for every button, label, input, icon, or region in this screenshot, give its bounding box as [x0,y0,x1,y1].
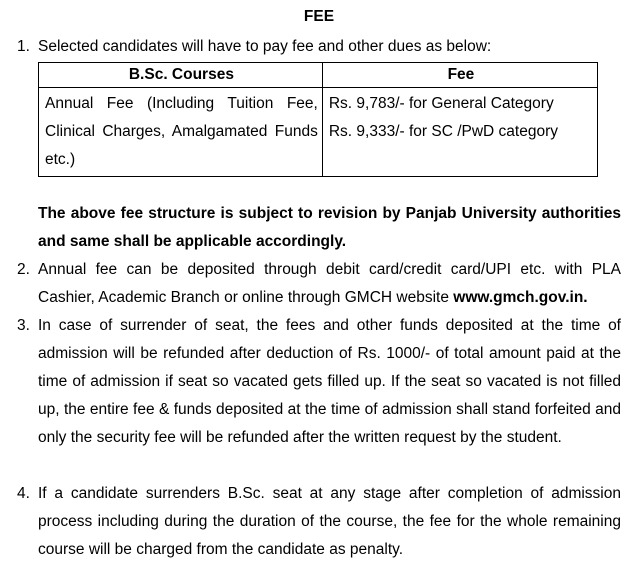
course-description-cell: Annual Fee (Including Tuition Fee, Clinical Charges, Amalgamated Funds etc.) [39,88,323,177]
item-number: 2. [17,261,30,278]
table-header-row [39,63,598,88]
table-header-course: B.Sc. Courses [39,63,323,88]
item-text: Selected candidates will have to pay fee and other dues as below: [38,38,492,55]
fee-sc-pwd: Rs. 9,333/- for SC /PwD category [328,123,558,140]
fee-cell [322,88,597,177]
fee-general: Rs. 9,783/- for General Category [328,95,554,112]
website-link[interactable]: www.gmch.gov.in. [453,289,588,306]
item-number: 3. [17,317,30,334]
table-header-fee: Fee [322,63,597,88]
fee-table [38,62,598,177]
item-number: 4. [17,485,30,502]
item-text-body: Annual fee can be deposited through debit card/credit card/UPI etc. with PLA Cashier, Academic Branch or online through GMCH website [38,261,621,306]
item-text [38,256,621,312]
fee-revision-note: The above fee structure is subject to revision by Panjab University authorities and same shall be applicable accordingly. [38,205,621,250]
table-row [39,88,598,177]
item-number: 1. [17,38,30,55]
page-title: FEE [303,8,335,25]
item-text: If a candidate surrenders B.Sc. seat at any stage after completion of admission process including during the duration of the course, the fee for the whole remaining course will be charged from the candidate as penalty. [38,485,621,558]
item-text: In case of surrender of seat, the fees and other funds deposited at the time of admission will be refunded after deduction of Rs. 1000/- of total amount paid at the time of admission if seat so vacated gets filled up. If the seat so vacated is not filled up, the entire fee & funds deposited at the time of admission shall stand forfeited and only the security fee will be refunded after the written request by the student. [38,317,621,446]
